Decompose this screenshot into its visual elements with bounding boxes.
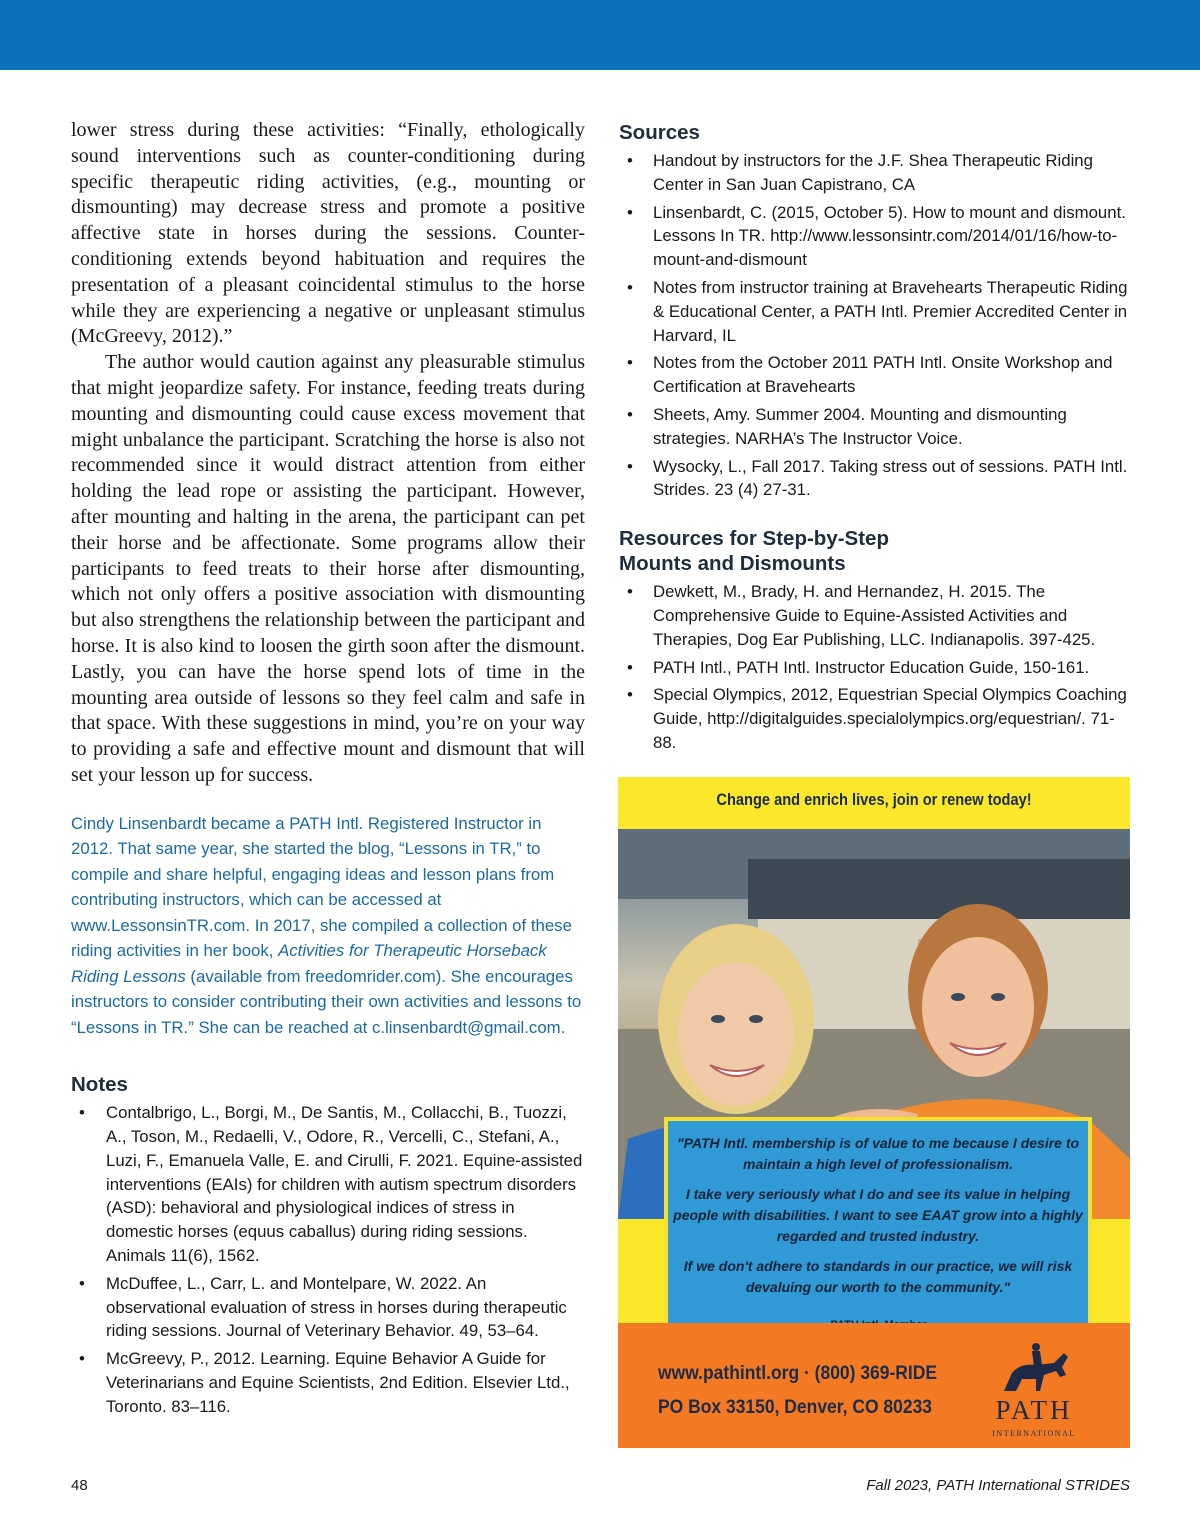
resources-heading-line2: Mounts and Dismounts: [619, 552, 846, 576]
resource-item: • Dewkett, M., Brady, H. and Hernandez, H. 2015. The Comprehensive Guide to Equine-Assisted Activities and Therapies, Dog Ear Publishing, LLC. Indianapolis. 397-425.: [619, 580, 1135, 651]
ad-contact-info: [658, 1357, 937, 1425]
path-logo: [974, 1341, 1094, 1438]
ad-address: PO Box 33150, Denver, CO 80233: [658, 1397, 933, 1418]
page-number: 48: [71, 1477, 88, 1494]
author-bio-text-1: Cindy Linsenbardt became a PATH Intl. Registered Instructor in 2012. That same year, she started the blog, “Lessons in TR,” to compile and share helpful, engaging ideas and lesson plans from contributing instructors, which can be accessed at www.LessonsinTR.com. In 2017, she compiled a collection of these riding activities in her book,: [71, 813, 572, 961]
note-item: • McGreevy, P., 2012. Learning. Equine Behavior A Guide for Veterinarians and Equine Scientists, 2nd Edition. Elsevier Ltd., Toronto. 83–116.: [71, 1347, 585, 1418]
notes-section: [71, 1072, 585, 1418]
resources-section: [619, 526, 1135, 755]
right-column: [619, 118, 1135, 759]
resources-heading: [619, 526, 1135, 576]
source-item: • Notes from instructor training at Bravehearts Therapeutic Riding & Educational Center, a PATH Intl. Premier Accredited Center in Harvard, IL: [619, 276, 1135, 347]
note-item: • Contalbrigo, L., Borgi, M., De Santis, M., Collacchi, B., Tuozzi, A., Toson, M., Redaelli, V., Odore, R., Vercelli, C., Stefani, A., Luzi, F., Emanuela Valle, E. and Cirulli, F. 2021. Equine-assisted interventions (EAIs) for children with autism spectrum disorders (ASD): behavioral and physiological indices of stress in domestic horses (equus caballus) during riding sessions. Animals 11(6), 1562.: [71, 1101, 585, 1268]
source-item: • Sheets, Amy. Summer 2004. Mounting and dismounting strategies. NARHA’s The Instructor Voice.: [619, 403, 1135, 451]
member-quote: [668, 1133, 1088, 1307]
ad-headline: Change and enrich lives, join or renew today!: [716, 790, 1032, 809]
left-column: [71, 118, 585, 1423]
top-color-bar: [0, 0, 1200, 70]
path-logo-subtext: INTERNATIONAL: [992, 1429, 1076, 1438]
ad-website-phone[interactable]: www.pathintl.org · (800) 369-RIDE: [658, 1363, 938, 1384]
ad-contact-band: [618, 1323, 1130, 1448]
path-logo-text: PATH: [995, 1395, 1073, 1425]
horse-rider-icon: [974, 1341, 1094, 1397]
author-bio: [71, 811, 585, 1041]
source-item: • Wysocky, L., Fall 2017. Taking stress out of sessions. PATH Intl. Strides. 23 (4) 27-31.: [619, 455, 1135, 503]
sources-list: [619, 149, 1135, 502]
resources-heading-line1: Resources for Step-by-Step: [619, 527, 889, 551]
book-title: Activities for Therapeutic Horseback Riding Lessons: [71, 941, 547, 986]
body-paragraph-1: lower stress during these activities: “Finally, ethologically sound interventions such as counter-conditioning during specific therapeutic riding activities, (e.g., mounting or dismounting) may decrease stress and promote a positive affective state in horses during the sessions. Counter-conditioning extends beyond habituation and requires the presentation of a pleasant coincidental stimulus to the horse while they are experiencing a negative or unpleasant stimulus (McGreevy, 2012).”: [71, 119, 585, 348]
source-item: • Notes from the October 2011 PATH Intl. Onsite Workshop and Certification at Bravehearts: [619, 351, 1135, 399]
sources-section: [619, 120, 1135, 502]
notes-list: [71, 1101, 585, 1418]
note-item: • McDuffee, L., Carr, L. and Montelpare, W. 2022. An observational evaluation of stress in horses during therapeutic riding sessions. Journal of Veterinary Behavior. 49, 53–64.: [71, 1272, 585, 1343]
quote-line-2: I take very seriously what I do and see its value in helping people with disabilities. I want to see EAAT grow into a highly regarded and trusted industry.: [673, 1186, 1083, 1244]
resource-item: • Special Olympics, 2012, Equestrian Special Olympics Coaching Guide, http://digitalguides.specialolympics.org/equestrian/. 71-88.: [619, 683, 1135, 754]
notes-heading: Notes: [71, 1073, 128, 1097]
author-bio-text-2: (available from freedomrider.com). She encourages instructors to consider contributing their own activities and lessons to “Lessons in TR.” She can be reached at c.linsenbardt@gmail.com.: [71, 966, 582, 1037]
publication-name: Fall 2023, PATH International STRIDES: [866, 1477, 1130, 1494]
quote-line-3: If we don't adhere to standards in our practice, we will risk devaluing our worth to the community.": [683, 1258, 1073, 1295]
source-item: • Linsenbardt, C. (2015, October 5). How to mount and dismount. Lessons In TR. http://www.lessonsintr.com/2014/01/16/how-to-mount-and-dismount: [619, 201, 1135, 272]
resources-list: [619, 580, 1135, 755]
source-item: • Handout by instructors for the J.F. Shea Therapeutic Riding Center in San Juan Capistrano, CA: [619, 149, 1135, 197]
quote-line-1: "PATH Intl. membership is of value to me because I desire to maintain a high level of professionalism.: [676, 1135, 1080, 1172]
sources-heading: Sources: [619, 121, 700, 144]
body-paragraph-2: The author would caution against any pleasurable stimulus that might jeopardize safety. For instance, feeding treats during mounting and dismounting could cause excess movement that might unbalance the participant. Scratching the horse is also not recommended since it would distract attention from either holding the lead rope or assisting the participant. However, after mounting and halting in the arena, the participant can pet their horse and be affectionate. Some programs allow their participants to feed treats to their horse after dismounting, which not only offers a positive association with dismounting but also strengthens the relationship between the participant and horse. It is also kind to loosen the girth soon after the dismount. Lastly, you can have the horse spend lots of time in the mounting area outside of lessons so they feel calm and safe in that space. With these suggestions in mind, you’re on your way to providing a safe and effective mount and dismount that will set your lesson up for success.: [71, 351, 585, 786]
membership-advertisement[interactable]: [618, 777, 1130, 1448]
resource-item: • PATH Intl., PATH Intl. Instructor Education Guide, 150-161.: [619, 656, 1135, 680]
